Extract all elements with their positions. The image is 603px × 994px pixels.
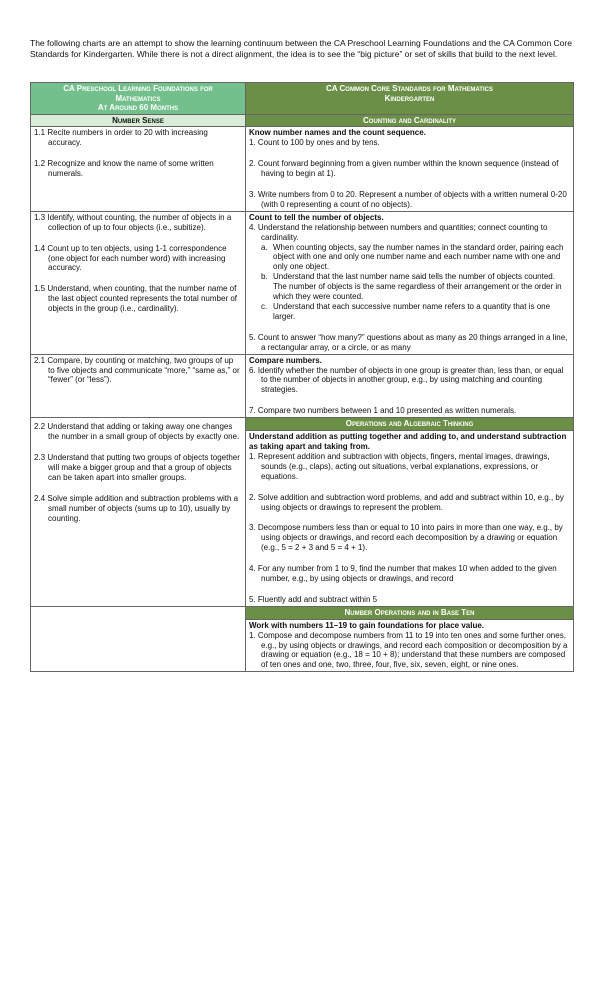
preschool-header-line1: CA Preschool Learning Foundations for <box>63 84 213 93</box>
preschool-cell <box>31 354 246 418</box>
cluster-heading: Compare numbers. <box>249 355 322 365</box>
foundation-2-2: 2.2 Understand that adding or taking away one changes the number in a small group of objects by exactly one. <box>34 422 240 442</box>
common-core-cell <box>246 619 574 672</box>
standard-oa5: 5. Fluently add and subtract within 5 <box>249 594 378 604</box>
foundation-2-1: 2.1 Compare, by counting or matching, two groups of up to five objects and communicate “more,” “same as,” or “fewer” (or “less”). <box>34 355 240 385</box>
foundation-1-4: 1.4 Count up to ten objects, using 1-1 correspondence (one object for each number word) with increasing accuracy. <box>34 243 227 273</box>
cluster-heading: Understand addition as putting together and adding to, and understand subtraction as taking apart and taking from. <box>249 432 567 451</box>
preschool-cell <box>31 211 246 354</box>
common-core-header <box>246 83 574 115</box>
list-label: c. <box>261 302 268 311</box>
foundation-1-1: 1.1 Recite numbers in order to 20 with increasing accuracy. <box>34 128 208 148</box>
domain-row-3 <box>31 606 574 619</box>
foundation-1-3: 1.3 Identify, without counting, the number of objects in a collection of up to four objects (i.e., subitize). <box>34 212 232 232</box>
common-core-cell <box>246 127 574 211</box>
preschool-header <box>31 83 246 115</box>
domain-row-1 <box>31 114 574 127</box>
preschool-header-line3: At Around 60 Months <box>97 103 179 112</box>
intro-paragraph: The following charts are an attempt to show the learning continuum between the CA Preschool Learning Foundations and the CA Common Core Standards for Kindergarten. While there is not a direct alignment, the idea is to see the “big picture” or set of skills that build to the next level. <box>30 38 572 59</box>
cluster-heading: Count to tell the number of objects. <box>249 212 384 222</box>
foundation-2-4: 2.4 Solve simple addition and subtraction problems with a small number of objects (sums up to 10), usually by counting. <box>34 493 239 523</box>
header-row <box>31 83 574 115</box>
common-core-header-line1: CA Common Core Standards for Mathematics <box>326 84 493 93</box>
standard-oa2: 2. Solve addition and subtraction word problems, and add and subtract within 10, e.g., by using objects or drawings to represent the problem. <box>249 492 564 512</box>
standard-oa3: 3. Decompose numbers less than or equal to 10 into pairs in more than one way, e.g., by using objects or drawings, and record each decomposition by a drawing or equation (e.g., 5 = 2 + 3 and 5 = 4 + 1). <box>249 523 563 553</box>
domain-counting-cardinality: Counting and Cardinality <box>246 114 574 127</box>
domain-number-sense: Number Sense <box>31 114 246 127</box>
standard-nbt1: 1. Compose and decompose numbers from 11 to 19 into ten ones and some further ones, e.g., by using objects or drawings, and record each composition or decomposition by a drawing or equation (e.g., 18 = 10 + 8); understand that these numbers are composed of ten ones and one, two, three, four, five, six, seven, eight, or nine ones. <box>249 630 568 670</box>
foundation-1-2: 1.2 Recognize and know the name of some written numerals. <box>34 159 214 179</box>
standard-text: Understand that the last number name said tells the number of objects counted. The number of objects is the same regardless of their arrangement or the order in which they were counted. <box>273 272 562 302</box>
common-core-cell <box>246 211 574 354</box>
standard-k7: 7. Compare two numbers between 1 and 10 presented as written numerals. <box>249 406 517 416</box>
foundation-1-5: 1.5 Understand, when counting, that the number name of the last object counted represents the total number of objects in the group (i.e., cardinality). <box>34 284 238 314</box>
standard-k4c <box>249 302 570 322</box>
list-label: b. <box>261 272 268 282</box>
common-core-header-line2: Kindergarten <box>384 93 435 103</box>
standard-k4: 4. Understand the relationship between numbers and quantities; connect counting to cardinality. <box>249 222 548 242</box>
row-tell-number <box>31 211 574 354</box>
row-compare <box>31 354 574 418</box>
row-count-sequence <box>31 127 574 211</box>
preschool-cell <box>31 418 246 607</box>
standard-oa4: 4. For any number from 1 to 9, find the number that makes 10 when added to the given number, e.g., by using objects or drawings, and record <box>249 564 557 584</box>
standard-k5: 5. Count to answer “how many?” questions about as many as 20 things arranged in a line, a rectangular array, or a circle, or as many <box>249 332 568 352</box>
foundation-2-3: 2.3 Understand that putting two groups of objects together will make a bigger group and that a group of objects can be taken apart into smaller groups. <box>34 452 240 482</box>
standard-text: Understand that each successive number name refers to a quantity that is one larger. <box>273 302 551 321</box>
preschool-cell <box>31 127 246 211</box>
common-core-cell <box>246 431 574 607</box>
standard-text: When counting objects, say the number names in the standard order, pairing each object with one and only one number name and each number name with one and only one object. <box>273 242 564 272</box>
standard-k3: 3. Write numbers from 0 to 20. Represent a number of objects with a written numeral 0-20 (with 0 representing a count of no objects). <box>249 190 567 209</box>
preschool-cell-empty <box>31 606 246 671</box>
standard-k4a <box>249 243 570 273</box>
continuum-table <box>30 82 574 672</box>
domain-operations-algebraic: Operations and Algebraic Thinking <box>246 418 574 431</box>
cluster-heading: Know number names and the count sequence. <box>249 128 426 138</box>
domain-base-ten: Number Operations and in Base Ten <box>246 606 574 619</box>
list-label: a. <box>261 242 268 252</box>
standard-k6: 6. Identify whether the number of objects in one group is greater than, less than, or equal to the number of objects in another group, e.g., by using matching and counting strategies. <box>249 365 564 395</box>
standard-k4b <box>249 272 570 302</box>
cluster-heading: Work with numbers 11–19 to gain foundations for place value. <box>249 620 485 630</box>
preschool-header-line2: Mathematics <box>115 93 161 103</box>
standard-k2: 2. Count forward beginning from a given number within the known sequence (instead of having to begin at 1). <box>249 159 559 179</box>
domain-row-2 <box>31 418 574 431</box>
standard-k1: 1. Count to 100 by ones and by tens. <box>249 138 380 148</box>
common-core-cell <box>246 354 574 418</box>
standard-oa1: 1. Represent addition and subtraction with objects, fingers, mental images, drawings, sounds (e.g., claps), acting out situations, verbal explanations, expressions, or equations. <box>249 451 550 481</box>
